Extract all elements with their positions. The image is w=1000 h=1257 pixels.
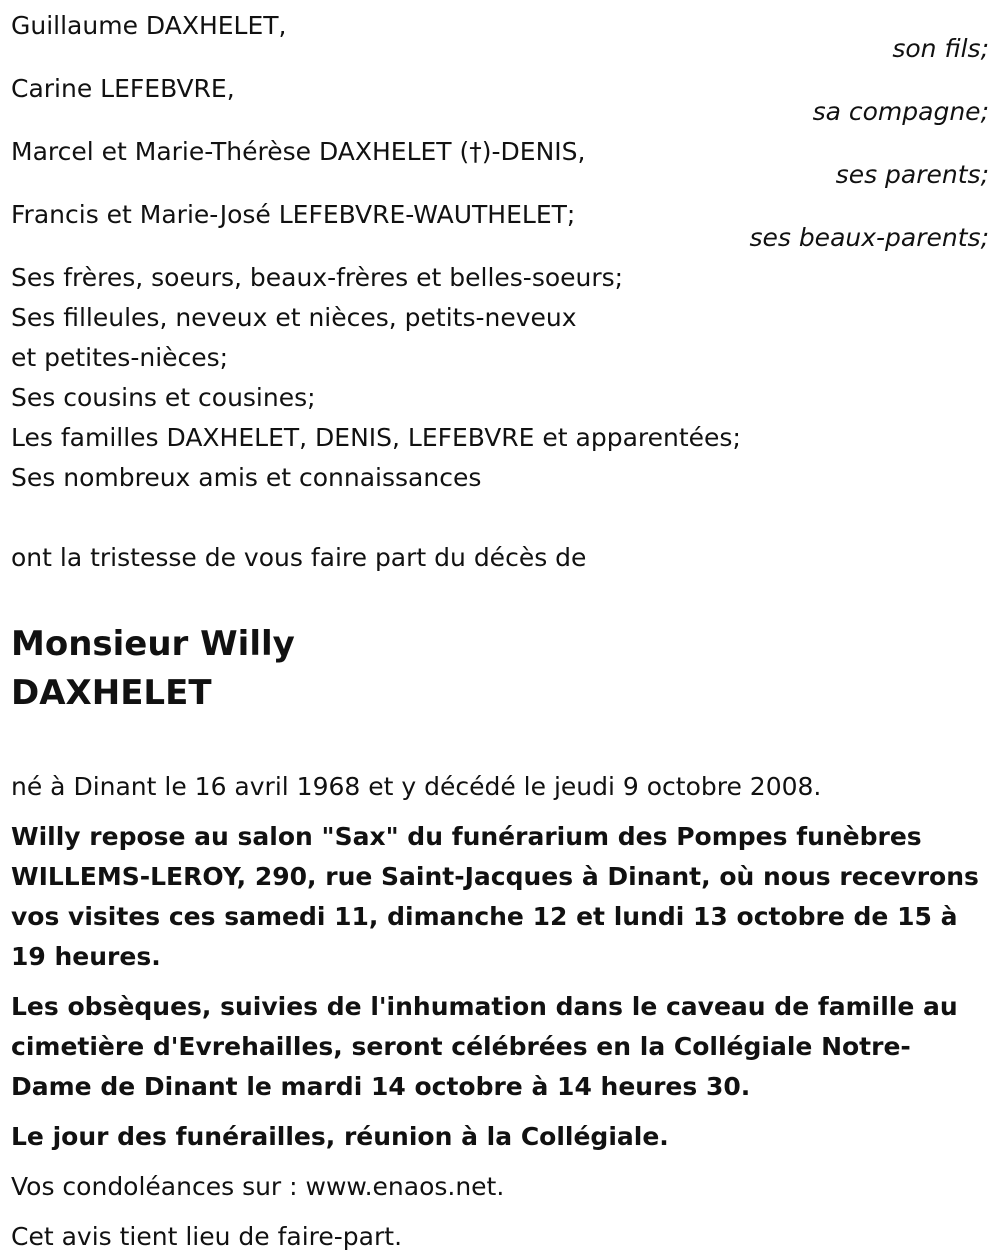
relatives-line: Ses cousins et cousines; bbox=[11, 383, 316, 412]
family-list bbox=[11, 6, 989, 258]
obituary-notice bbox=[11, 6, 989, 1257]
family-entry bbox=[11, 69, 989, 132]
family-member-name: Francis et Marie-José LEFEBVRE-WAUTHELET; bbox=[11, 200, 576, 229]
family-entry bbox=[11, 195, 989, 258]
family-entry bbox=[11, 6, 989, 69]
family-member-relation: sa compagne; bbox=[812, 97, 989, 126]
relatives-line: et petites-nièces; bbox=[11, 343, 229, 372]
condolences-info: Vos condoléances sur : www.enaos.net. bbox=[11, 1172, 505, 1201]
relatives-line: Les familles DAXHELET, DENIS, LEFEBVRE et apparentées; bbox=[11, 423, 741, 452]
birth-death-details: né à Dinant le 16 avril 1968 et y décédé le jeudi 9 octobre 2008. bbox=[11, 772, 822, 801]
notice-footer: Cet avis tient lieu de faire-part. bbox=[11, 1222, 403, 1251]
relatives-line: Ses filleules, neveux et nièces, petits-neveux bbox=[11, 303, 577, 332]
family-member-relation: ses parents; bbox=[835, 160, 989, 189]
relatives-line: Ses frères, soeurs, beaux-frères et belles-soeurs; bbox=[11, 263, 624, 292]
reunion-info: Le jour des funérailles, réunion à la Collégiale. bbox=[11, 1122, 669, 1151]
family-member-relation: son fils; bbox=[892, 34, 989, 63]
funeral-info: Les obsèques, suivies de l'inhumation dans le caveau de famille au cimetière d'Evrehailles, seront célébrées en la Collégiale Notre-Dame de Dinant le mardi 14 octobre à 14 heures 30. bbox=[11, 992, 958, 1101]
deceased-name-line1: Monsieur Willy bbox=[11, 624, 295, 664]
visitation-info: Willy repose au salon "Sax" du funérarium des Pompes funèbres WILLEMS-LEROY, 290, rue Saint-Jacques à Dinant, où nous recevrons vos visites ces samedi 11, dimanche 12 et lundi 13 octobre de 15 à 19 heures. bbox=[11, 822, 979, 971]
family-member-name: Guillaume DAXHELET, bbox=[11, 11, 287, 40]
relatives-line: Ses nombreux amis et connaissances bbox=[11, 463, 482, 492]
family-member-name: Marcel et Marie-Thérèse DAXHELET (†)-DENIS, bbox=[11, 137, 586, 166]
family-entry bbox=[11, 132, 989, 195]
deceased-name-line2: DAXHELET bbox=[11, 673, 212, 713]
announcement-intro: ont la tristesse de vous faire part du décès de bbox=[11, 543, 587, 572]
family-member-name: Carine LEFEBVRE, bbox=[11, 74, 235, 103]
family-member-relation: ses beaux-parents; bbox=[749, 223, 989, 252]
deceased-name bbox=[11, 620, 989, 718]
relatives-list bbox=[11, 258, 989, 498]
